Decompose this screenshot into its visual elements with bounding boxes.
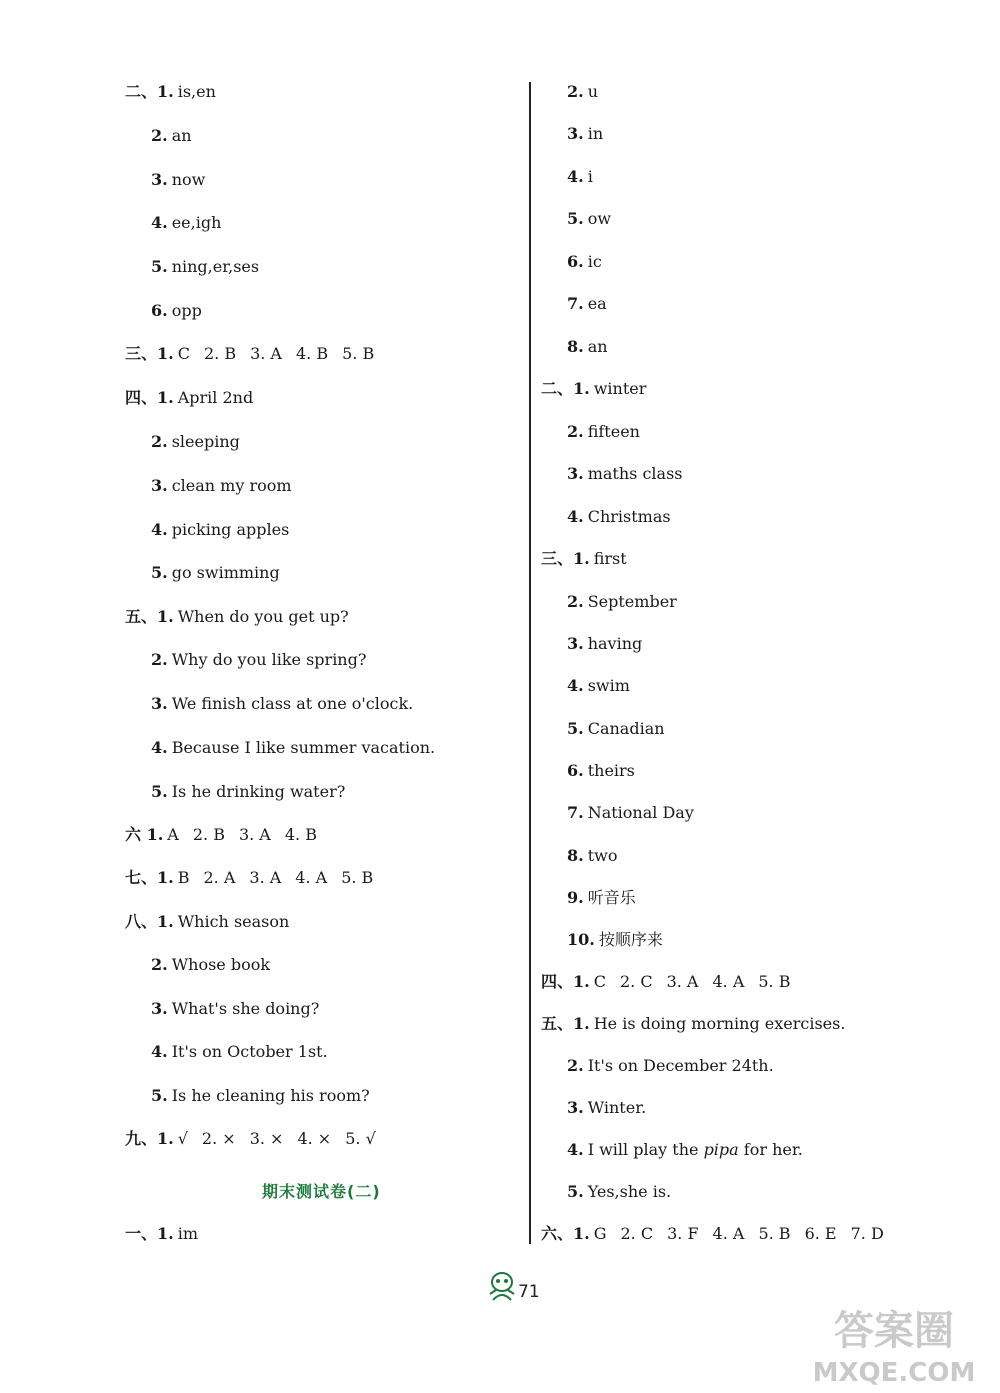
answer-number: 3. [567,634,584,653]
answer-number: 4. [567,507,584,526]
answer-number: 五、1. [541,1014,590,1033]
section-title: 期末测试卷(二) [262,1182,381,1201]
left-answer-16 [151,738,435,758]
answer-number: 六、1. [541,1224,590,1243]
answer-number: 2. [151,432,168,451]
left-answer-4 [151,213,221,233]
right-answer-25 [567,1098,646,1118]
right-answer-2 [567,124,603,144]
watermark-top: 答案圈 [834,1308,954,1354]
answer-text: He is doing morning exercises. [593,1014,846,1033]
right-answer-13 [567,592,677,612]
answer-number: 四、1. [125,388,174,407]
answer-text: an [587,337,608,356]
right-answer-26 [567,1140,803,1160]
answer-text: i [587,167,593,186]
answer-number: 2. [151,650,168,669]
answer-number: 4. [567,1140,584,1159]
answer-extra: 4. A [712,972,745,991]
answer-number: 6. [567,252,584,271]
answer-text: Whose book [171,955,271,974]
answer-number: 二、1. [541,379,590,398]
answer-text: 按顺序来 [598,930,663,949]
right-answer-3 [567,167,593,187]
answer-number: 8. [567,337,584,356]
column-divider [529,82,531,1244]
right-answer-27 [567,1182,671,1202]
right-answer-21 [567,930,663,950]
answer-text: Because I like summer vacation. [171,738,436,757]
mascot-icon [487,1270,517,1304]
answer-text: Winter. [587,1098,647,1117]
answer-number: 9. [567,888,584,907]
answer-extra: 2. C [620,1224,654,1243]
answer-text: maths class [587,464,683,483]
answer-number: 5. [151,257,168,276]
right-answer-11 [567,507,671,527]
right-answer-14 [567,634,642,654]
left-answer-12 [151,563,280,583]
left-answer-3 [151,170,205,190]
answer-text: theirs [587,761,635,780]
answer-text: now [171,170,206,189]
answer-number: 3. [151,999,168,1018]
answer-text: When do you get up? [177,607,349,626]
left-answer-14 [151,650,366,670]
left-answer-11 [151,520,289,540]
answer-number: 2. [567,82,584,101]
answer-extra: 2. B [203,344,237,363]
answer-number: 8. [567,846,584,865]
right-answer-22 [541,972,790,992]
answer-extra: 5. B [758,1224,791,1243]
answer-number: 3. [567,1098,584,1117]
left-answer-9 [151,432,240,452]
answer-number: 五、1. [125,607,174,626]
answer-number: 4. [151,520,168,539]
answer-text: I will play the pipa for her. [587,1140,803,1159]
answer-number: 4. [567,676,584,695]
answer-number: 九、1. [125,1129,174,1148]
answer-text: G [593,1224,607,1243]
right-answer-12 [541,549,627,569]
answer-number: 6. [567,761,584,780]
left-answer-8 [125,388,253,408]
answer-text: Christmas [587,507,671,526]
answer-number: 八、1. [125,912,174,931]
answer-text: April 2nd [177,388,254,407]
answer-number: 5. [567,719,584,738]
left-answer-5 [151,257,259,277]
answer-number: 四、1. [541,972,590,991]
answer-extra: 4. B [284,825,317,844]
left-answer-26 [125,1224,198,1244]
page-number: 71 [518,1282,540,1302]
answer-text: What's she doing? [171,999,320,1018]
answer-number: 7. [567,803,584,822]
answer-extra: 3. A [666,972,699,991]
left-answer-25 [125,1129,376,1149]
left-answer-15 [151,694,413,714]
answer-extra: 4. A [712,1224,745,1243]
answer-number: 3. [151,694,168,713]
answer-text: an [171,126,192,145]
answer-number: 5. [151,1086,168,1105]
answer-text: ic [587,252,602,271]
answer-text: in [587,124,604,143]
answer-number: 七、1. [125,868,174,887]
left-answer-6 [151,301,202,321]
left-answer-13 [125,607,349,627]
answer-number: 3. [567,464,584,483]
answer-number: 2. [151,126,168,145]
answer-extra: 3. × [249,1129,284,1148]
right-answer-19 [567,846,617,866]
left-answer-18 [125,825,317,845]
answer-text: picking apples [171,520,290,539]
answer-text: sleeping [171,432,240,451]
answer-number: 3. [151,476,168,495]
answer-number: 4. [151,213,168,232]
answer-text: Is he drinking water? [171,782,346,801]
answer-text: first [593,549,627,568]
answer-extra: 3. A [249,868,282,887]
answer-number: 2. [151,955,168,974]
answer-text: September [587,592,677,611]
answer-extra: 3. A [238,825,271,844]
answer-text: ee,igh [171,213,222,232]
answer-extra: 4. A [295,868,328,887]
answer-text: Is he cleaning his room? [171,1086,370,1105]
answer-number: 3. [151,170,168,189]
answer-number: 6. [151,301,168,320]
answer-text: ow [587,209,612,228]
answer-extra: 6. E [804,1224,837,1243]
answer-text: Yes,she is. [587,1182,672,1201]
right-answer-8 [541,379,646,399]
answer-text: National Day [587,803,694,822]
answer-extra: 2. C [619,972,653,991]
answer-number: 5. [567,1182,584,1201]
right-answer-10 [567,464,682,484]
answer-text: Why do you like spring? [171,650,367,669]
answer-text: √ [177,1129,188,1148]
right-answer-7 [567,337,608,357]
answer-text: ea [587,294,607,313]
answer-number: 10. [567,930,595,949]
answer-number: 5. [151,782,168,801]
answer-extra: 5. B [342,344,375,363]
answer-text: It's on October 1st. [171,1042,328,1061]
answer-extra: 5. B [341,868,374,887]
answer-text: u [587,82,599,101]
right-answer-1 [567,82,598,102]
answer-text: im [177,1224,199,1243]
answer-extra: 4. B [295,344,329,363]
answer-extra: 2. × [201,1129,236,1148]
answer-number: 六 1. [125,825,164,844]
answer-text: swim [587,676,630,695]
answer-number: 3. [567,124,584,143]
answer-text: ning,er,ses [171,257,260,276]
answer-extra: 3. F [667,1224,699,1243]
answer-text: 听音乐 [587,888,636,907]
answer-extra: 3. A [250,344,282,363]
right-answer-15 [567,676,630,696]
right-answer-4 [567,209,611,229]
answer-text: is,en [177,82,216,101]
right-answer-16 [567,719,665,739]
answer-number: 4. [567,167,584,186]
answer-number: 7. [567,294,584,313]
left-answer-1 [125,82,216,102]
watermark-logo [794,1299,994,1389]
right-answer-28 [541,1224,884,1244]
answer-text: A [167,825,179,844]
right-answer-20 [567,888,636,908]
answer-number: 2. [567,592,584,611]
answer-text: B [177,868,190,887]
right-answer-17 [567,761,635,781]
answer-number: 2. [567,1056,584,1075]
answer-extra: 7. D [850,1224,884,1243]
answer-text: It's on December 24th. [587,1056,774,1075]
answer-text: go swimming [171,563,280,582]
left-answer-22 [151,999,319,1019]
left-answer-23 [151,1042,328,1062]
answer-number: 5. [567,209,584,228]
left-answer-21 [151,955,270,975]
left-answer-2 [151,126,192,146]
watermark-bottom: MXQE.COM [812,1358,976,1388]
left-answer-20 [125,912,289,932]
answer-number: 三、1. [125,344,174,363]
right-answer-18 [567,803,694,823]
right-answer-23 [541,1014,845,1034]
right-answer-6 [567,294,607,314]
answer-text: fifteen [587,422,640,441]
answer-text: Canadian [587,719,665,738]
right-answer-24 [567,1056,774,1076]
right-answer-5 [567,252,602,272]
answer-extra: 5. B [758,972,791,991]
answer-number: 三、1. [541,549,590,568]
answer-number: 5. [151,563,168,582]
answer-number: 一、1. [125,1224,174,1243]
left-answer-24 [151,1086,370,1106]
answer-text: Which season [177,912,290,931]
answer-extra: 4. × [297,1129,332,1148]
answer-text: having [587,634,643,653]
answer-extra: 2. B [192,825,225,844]
answer-number: 2. [567,422,584,441]
answer-extra: 5. √ [345,1129,376,1148]
answer-number: 4. [151,1042,168,1061]
right-answer-9 [567,422,640,442]
answer-text: opp [171,301,202,320]
answer-text: C [593,972,606,991]
answer-text: winter [593,379,647,398]
answer-number: 4. [151,738,168,757]
left-answer-7 [125,344,374,364]
answer-text: C [177,344,190,363]
left-answer-10 [151,476,292,496]
answer-number: 二、1. [125,82,174,101]
answer-extra: 2. A [203,868,236,887]
left-answer-17 [151,782,345,802]
answer-text: clean my room [171,476,292,495]
answer-text: two [587,846,618,865]
answer-text: We finish class at one o'clock. [171,694,414,713]
left-answer-19 [125,868,373,888]
